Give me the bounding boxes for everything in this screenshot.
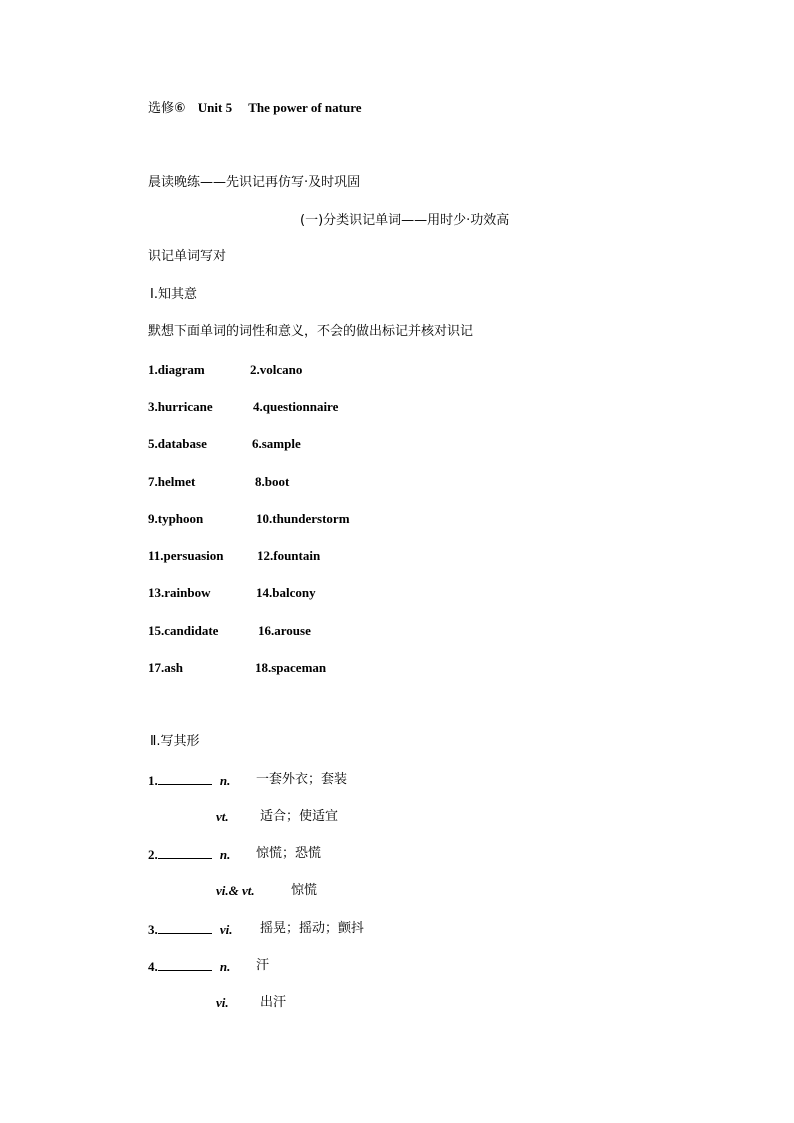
fill-item bbox=[148, 772, 230, 790]
vocab-word: 6.sample bbox=[252, 436, 301, 451]
part-of-speech: vi. bbox=[216, 995, 229, 1010]
module-label: 选修⑥ bbox=[148, 101, 186, 116]
part1-title: Ⅰ.知其意 bbox=[150, 287, 197, 302]
fill-item bbox=[148, 958, 230, 976]
vocab-word: 15.candidate bbox=[148, 623, 219, 638]
unit-label: Unit 5 bbox=[197, 100, 233, 115]
meaning-text: 惊慌 bbox=[291, 883, 318, 898]
vocab-word: 18.spaceman bbox=[255, 660, 327, 675]
vocab-word: 17.ash bbox=[148, 660, 184, 675]
vocab-word: 12.fountain bbox=[257, 548, 321, 563]
fill-item bbox=[148, 921, 233, 939]
vocab-word: 2.volcano bbox=[250, 362, 303, 377]
unit-title: The power of nature bbox=[248, 100, 362, 115]
vocab-word: 11.persuasion bbox=[148, 548, 224, 563]
meaning-text: 惊慌；恐慌 bbox=[256, 846, 322, 861]
subsection-title: (一)分类识记单词——用时少·功效高 bbox=[300, 213, 510, 228]
item-number: 3. bbox=[148, 922, 158, 937]
part2-title: Ⅱ.写其形 bbox=[150, 734, 200, 749]
vocab-word: 10.thunderstorm bbox=[256, 511, 350, 526]
vocab-word: 13.rainbow bbox=[148, 585, 211, 600]
item-number: 4. bbox=[148, 959, 158, 974]
vocab-word: 14.balcony bbox=[256, 585, 316, 600]
vocab-word: 7.helmet bbox=[148, 474, 196, 489]
vocab-word: 4.questionnaire bbox=[253, 399, 339, 414]
item-number: 1. bbox=[148, 773, 158, 788]
meaning-text: 一套外衣；套装 bbox=[256, 772, 348, 787]
part-of-speech: n. bbox=[219, 847, 231, 862]
item-number: 2. bbox=[148, 847, 158, 862]
answer-blank[interactable] bbox=[158, 958, 212, 971]
part-of-speech: n. bbox=[219, 773, 231, 788]
part1-instruction: 默想下面单词的词性和意义，不会的做出标记并核对识记 bbox=[148, 324, 474, 339]
answer-blank[interactable] bbox=[158, 921, 212, 934]
vocab-word: 5.database bbox=[148, 436, 207, 451]
category-label: 识记单词写对 bbox=[148, 249, 227, 264]
part-of-speech: vt. bbox=[216, 809, 229, 824]
section-title: 晨读晚练——先识记再仿写·及时巩固 bbox=[148, 175, 361, 190]
meaning-text: 汗 bbox=[256, 958, 270, 973]
vocab-word: 9.typhoon bbox=[148, 511, 204, 526]
vocab-word: 8.boot bbox=[255, 474, 290, 489]
part-of-speech: vi. bbox=[219, 922, 233, 937]
meaning-text: 适合；使适宜 bbox=[260, 809, 339, 824]
meaning-text: 摇晃；摇动；颤抖 bbox=[260, 921, 365, 936]
fill-item bbox=[148, 846, 230, 864]
vocab-word: 3.hurricane bbox=[148, 399, 213, 414]
part-of-speech: n. bbox=[219, 959, 231, 974]
page-header bbox=[148, 100, 362, 117]
part-of-speech: vi.& vt. bbox=[216, 883, 255, 898]
answer-blank[interactable] bbox=[158, 772, 212, 785]
vocab-word: 16.arouse bbox=[258, 623, 311, 638]
meaning-text: 出汗 bbox=[260, 995, 287, 1010]
vocab-word: 1.diagram bbox=[148, 362, 205, 377]
answer-blank[interactable] bbox=[158, 846, 212, 859]
